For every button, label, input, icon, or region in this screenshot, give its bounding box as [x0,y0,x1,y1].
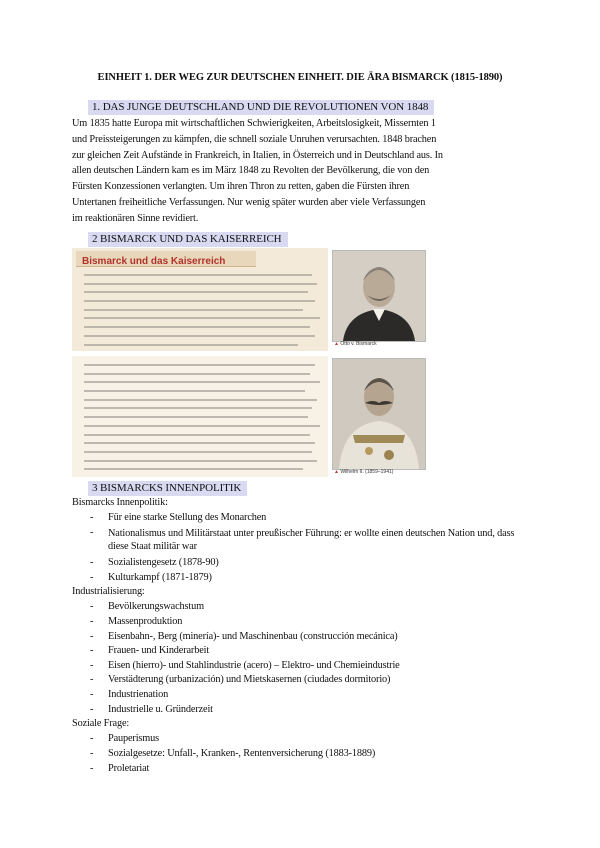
section-heading-2: 2 BISMARCK UND DAS KAISERREICH [88,232,288,247]
textbook-scan-line [84,309,303,311]
caption-bismarck: ▲ Otto v. Bismarck [334,341,377,347]
portrait-wilhelm [332,358,426,470]
portrait-bismarck [332,250,426,342]
textbook-scan-line [84,407,312,409]
paragraph-line: allen deutschen Ländern kam es im März 1848 zu Revolten der Bevölkerung, die von den [72,165,430,177]
textbook-scan-line [84,283,317,285]
textbook-image [72,248,424,477]
textbook-scan-line [84,373,310,375]
textbook-scan-line [84,317,320,319]
textbook-scan-line [84,335,315,337]
textbook-text-lines [84,274,322,352]
textbook-scan-line [84,434,310,436]
textbook-scan-line [84,460,317,462]
textbook-scan-line [84,344,298,346]
paragraph-line: und Preissteigerungen zu kämpfen, die schnell soziale Unruhen verursachten. 1848 brachen [72,133,437,145]
paragraph-line: im reaktionären Sinne revidiert. [72,212,199,224]
paragraph-line: Fürsten Konzessionen verlangten. Um ihren Thron zu retten, gaben die Fürsten ihren [72,181,410,193]
textbook-scan-line [84,416,308,418]
textbook-scan-line [84,399,317,401]
document-page: EINHEIT 1. DER WEG ZUR DEUTSCHEN EINHEIT. DIE ÄRA BISMARCK (1815-1890) 1. DAS JUNGE DEUTSCHLAND UND DIE REVOLUTIONEN VON 1848 Um 1835 hatte Europa mit wirtschaftlichen Schwierigkeiten, Arbeitslosigkeit, Missernten 1 und Preissteigerungen zu kämpfen, die schnell soziale Unruhen verursachten. 1848 brachen zur gleichen Zeit Aufstände in Frankreich, in Italien, in Österreich und in Deutschland aus. In allen deutschen Ländern kam es im März 1848 zu Revolten der Bevölkerung, die von den Fürsten Konzessionen verlangten. Um ihren Thron zu retten, gaben die Fürsten ihren Untertanen freiheitliche Verfassungen. Nur wenig später wurden aber viele Verfassungen im reaktionären Sinne revidiert. 2 BISMARCK UND DAS KAISERREICH Bismarck und das Kaiserreich ▲ Otto v. Bismarck ▲ Wilhelm II. (1859–1941) 3 BISMARCKS INNENPOLITIK Bismarcks Innenpolitik: - Für eine starke Stellung des Monarchen - Nationalismus und Militärstaat unter preußischer Führung: er wollte einen deutschen Nation und, dass diese Staat militär war - Sozialistengesetz (1878-90) - Kulturkampf (1871-1879) Industrialisierung: - Bevölkerungswachstum - Massenproduktion - Eisenbahn-, Berg (minería)- und Maschinenbau (construcción mecánica) - Frauen- und Kinderarbeit - Eisen (hierro)- und Stahlindustrie (acero) – Elektro- und Chemieindustrie - Verstädterung (urbanización) und Mietskasernen (ciudades dormitorio) - Industrienation - Industrielle u. Gründerzeit Soziale Frage: - Pauperismus - Sozialgesetze: Unfall-, Kranken-, Rentenversicherung (1883-1889) - Proletariat [0,0,600,848]
paragraph-line: Untertanen freiheitliche Verfassungen. Nur wenig später wurden aber viele Verfassungen [72,196,426,208]
textbook-text-lines [84,364,322,477]
textbook-scan-line [84,300,315,302]
textbook-text-block-bottom [72,356,328,477]
textbook-scan-line [84,442,315,444]
textbook-scan-line [84,326,310,328]
textbook-scan-line [84,381,320,383]
document-title: EINHEIT 1. DER WEG ZUR DEUTSCHEN EINHEIT. DIE ÄRA BISMARCK (1815-1890) [97,72,503,83]
textbook-scan-line [84,291,308,293]
textbook-scan-line [84,451,312,453]
label-industrialisierung: Industrialisierung: [72,586,145,597]
textbook-text-block-top [72,248,328,351]
paragraph-revolution [72,116,520,227]
textbook-scan-line [84,468,303,470]
section-heading-3: 3 BISMARCKS INNENPOLITIK [88,481,247,496]
caption-wilhelm: ▲ Wilhelm II. (1859–1941) [334,469,394,475]
textbook-scan-line [84,274,312,276]
textbook-box-header: Bismarck und das Kaiserreich [76,251,256,267]
paragraph-line: Um 1835 hatte Europa mit wirtschaftlichen Schwierigkeiten, Arbeitslosigkeit, Missernten 1 [72,118,436,129]
textbook-scan-line [84,364,315,366]
label-innenpolitik: Bismarcks Innenpolitik: [72,497,168,508]
paragraph-line: zur gleichen Zeit Aufstände in Frankreich, in Italien, in Österreich und in Deutschland aus. In [72,149,443,161]
textbook-scan-line [84,425,320,427]
section-heading-1: 1. DAS JUNGE DEUTSCHLAND UND DIE REVOLUTIONEN VON 1848 [88,100,434,115]
label-soziale-frage: Soziale Frage: [72,718,130,729]
textbook-scan-line [84,390,305,392]
